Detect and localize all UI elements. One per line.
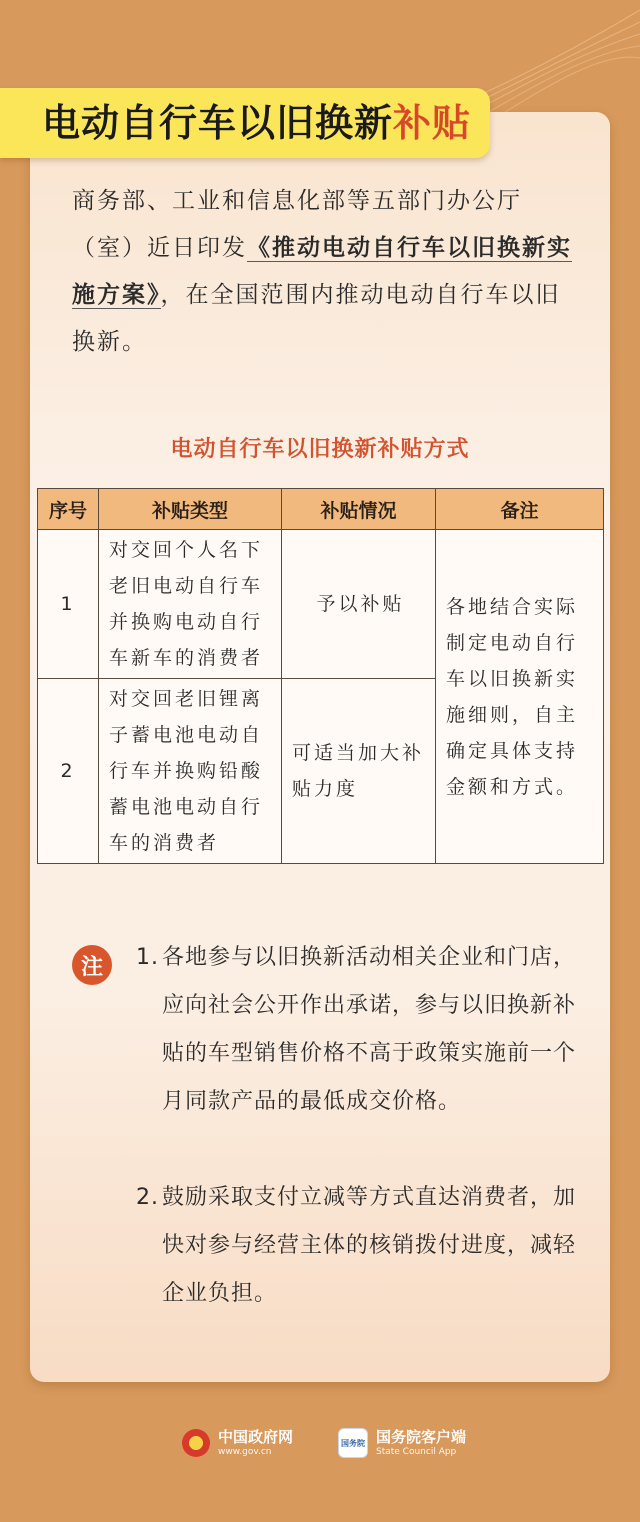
subsidy-table [37,488,604,864]
gov-site-brand[interactable] [182,1428,293,1458]
note-number: 2. [136,1185,159,1210]
brand1-name: 中国政府网 [218,1428,294,1446]
title-accent: 补贴 [393,101,472,145]
brand2-name: 国务院客户端 [376,1428,467,1446]
document-title: 《推动电动自行车以旧换新实施方案》 [72,235,572,308]
table-header-row [38,489,604,530]
table-title: 电动自行车以旧换新补贴方式 [170,437,470,462]
row-type: 对交回个人名下老旧电动自行车并换购电动自行车新车的消费者 [99,530,282,679]
title-main: 电动自行车以旧换新 [42,101,394,145]
row-condition: 可适当加大补贴力度 [282,679,436,864]
intro-after: ，在全国范围内推动电动自行车以旧换新。 [72,282,561,355]
note-text: 各地参与以旧换新活动相关企业和门店，应向社会公开作出承诺，参与以旧换新补贴的车型销售价格不高于政策实施前一个月同款产品的最低成交价格。 [162,945,577,1114]
note-item [136,1174,586,1318]
notes-list [136,934,586,1318]
note-number: 1. [136,945,159,970]
note-text: 鼓励采取支付立减等方式直达消费者，加快对参与经营主体的核销拨付进度，减轻企业负担。 [162,1185,577,1306]
intro-before: 商务部、工业和信息化部等五部门办公厅（室）近日印发 [72,188,522,261]
footer [0,1428,640,1474]
state-council-app-brand[interactable] [338,1428,466,1458]
state-council-app-icon: 国务院 [338,1428,368,1458]
row-type: 对交回老旧锂离子蓄电池电动自行车并换购铅酸蓄电池电动自行车的消费者 [99,679,282,864]
row-no: 1 [38,530,99,679]
note-badge: 注 [72,945,112,985]
page-title [42,98,471,148]
header-note: 备注 [436,489,604,530]
row-condition: 予以补贴 [282,530,436,679]
brand2-sub: State Council App [376,1447,457,1457]
header-no: 序号 [38,489,99,530]
row-note: 各地结合实际制定电动自行车以旧换新实施细则，自主确定具体支持金额和方式。 [436,530,604,864]
row-no: 2 [38,679,99,864]
header-type: 补贴类型 [99,489,282,530]
note-item [136,934,586,1126]
table-row [38,530,604,679]
header-condition: 补贴情况 [282,489,436,530]
intro-paragraph [72,178,582,366]
brand1-url: www.gov.cn [218,1447,272,1457]
national-emblem-icon [182,1429,210,1457]
